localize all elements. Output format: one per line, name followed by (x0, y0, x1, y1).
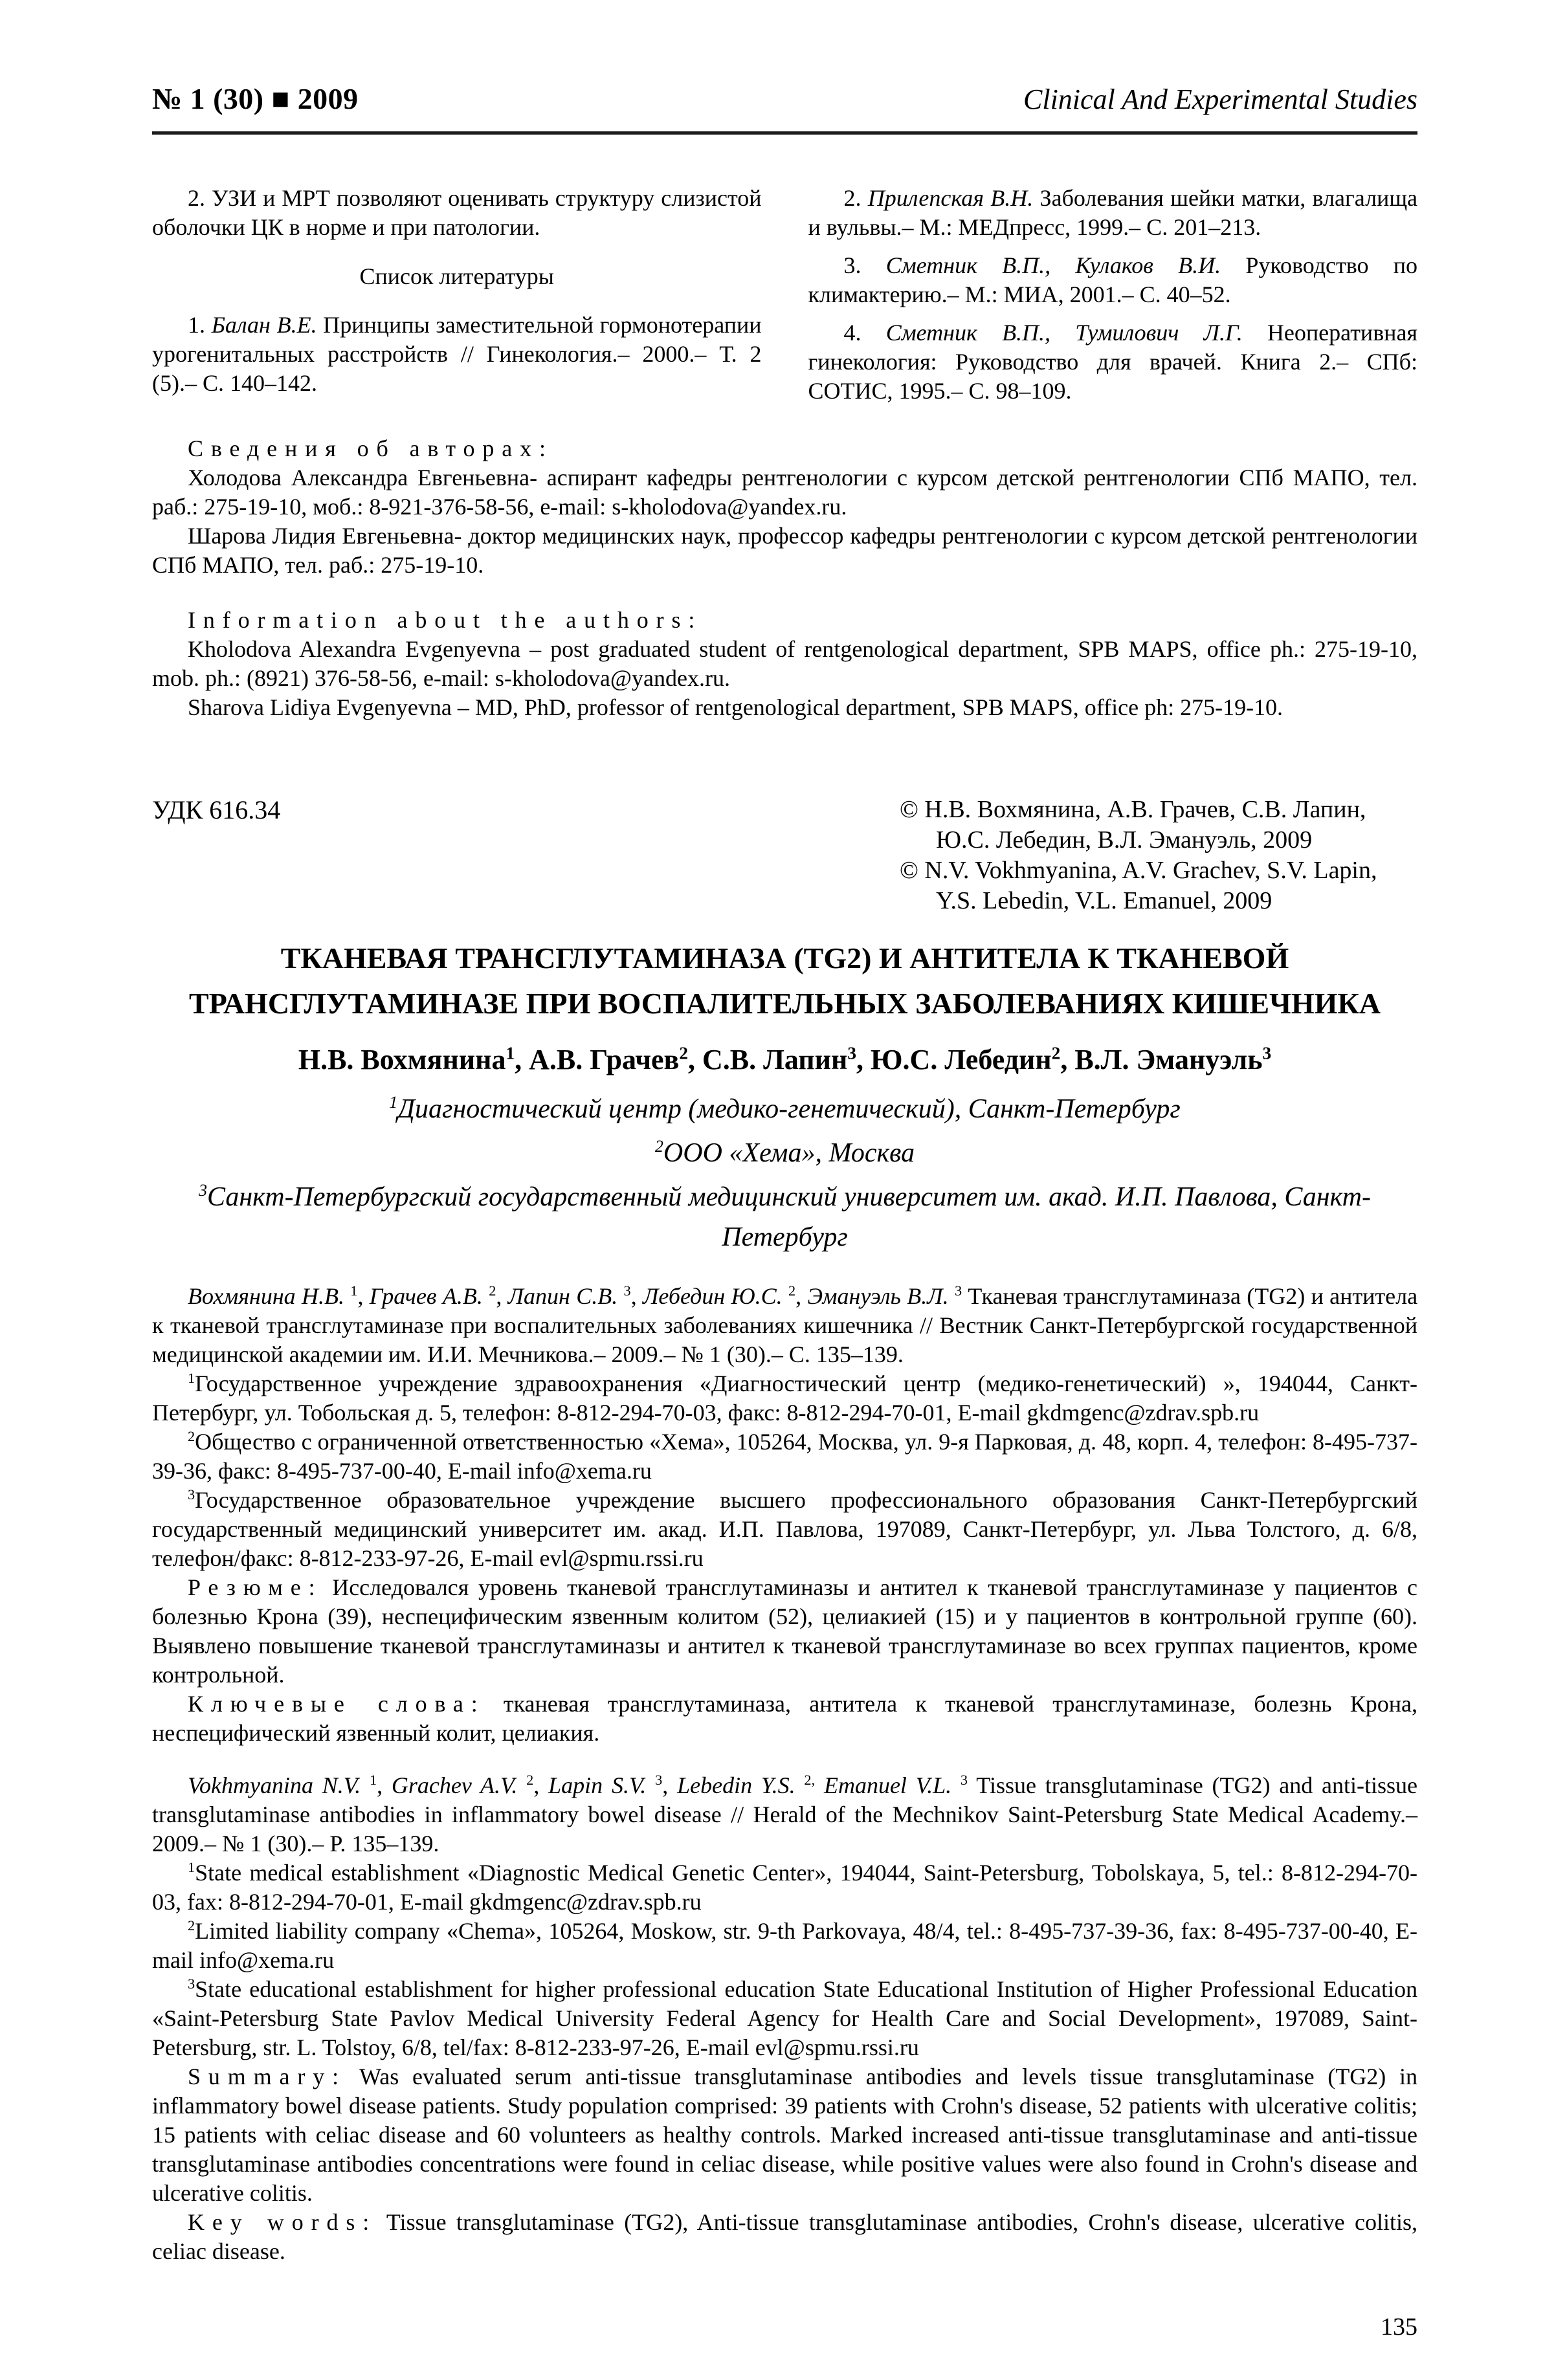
summary-en: Summary: Was evaluated serum anti-tissue transglutaminase antibodies and levels tissue transglutaminase (TG2) in inflammatory bowel disease patients. Study population comprised: 39 patients with Crohn's disease, 52 patients with ulcerative colitis; 15 patients with celiac disease and 60 volunteers as healthy controls. Marked increased anti-tissue transglutaminase and anti-tissue transglutaminase antibodies concentrations were found in celiac disease, while positive values were also found in Crohn's disease and ulcerative colitis. (152, 2064, 1417, 2206)
keywords-ru: Ключевые слова: тканевая трансглутаминаза, антитела к тканевой трансглутаминазе, болезнь Крона, неспецифический язвенный колит, целиакия. (152, 1691, 1417, 1746)
article-title-line1: ТКАНЕВАЯ ТРАНСГЛУТАМИНАЗА (TG2) И АНТИТЕЛА К ТКАНЕВОЙ (280, 942, 1289, 975)
resume-ru: Резюме: Исследовался уровень тканевой трансглутаминазы и антител к тканевой трансглутаминазе у пациентов с болезнью Крона (39), неспецифическим язвенным колитом (52), целиакией (15) и у пациентов в контрольной группе (60). Выявлено повышение тканевой трансглутаминазы и антител к тканевой трансглутаминазе во всех группах пациентов, кроме контрольной. (152, 1574, 1417, 1688)
references-heading: Список литературы (359, 263, 554, 289)
author-bio-en: Kholodova Alexandra Evgenyevna – post graduated student of rentgenological department, SPB MAPS, office ph.: 275-19-10, mob. ph.: (8921) 376-58-56, e-mail: s-kholodova@yandex.ru. (152, 636, 1417, 691)
udk-code: УДК 616.34 (152, 795, 281, 824)
copyright-en-line1: © N.V. Vokhmyanina, A.V. Grachev, S.V. Lapin, (900, 857, 1377, 884)
keywords-en: Key words: Tissue transglutaminase (TG2), Anti-tissue transglutaminase antibodies, Crohn's disease, ulcerative colitis, celiac disease. (152, 2209, 1417, 2264)
affiliation-3: $^3$Санкт-Петербургский государственный медицинский университет им. акад. И.П. Павлова, Санкт-Петербург (199, 1181, 1371, 1252)
conclusion-paragraph: 2. УЗИ и МРТ позволяют оценивать структуру слизистой оболочки ЦК в норме и при патологии. (152, 185, 762, 240)
affiliation-detail-en-1: $^1$State medical establishment «Diagnostic Medical Genetic Center», 194044, Saint-Petersburg, Tobolskaya, 5, tel.: 8-812-294-70-03, fax: 8-812-294-70-01, E-mail gkdmgenc@zdrav.spb.ru (152, 1859, 1417, 1915)
author-bio-ru: Шарова Лидия Евгеньевна- доктор медицинских наук, профессор кафедры рентгенологии с курсом детской рентгенологии СПб МАПО, тел. раб.: 275-19-10. (152, 523, 1417, 578)
article-title (152, 936, 1417, 1026)
article-title-line2: ТРАНСГЛУТАМИНАЗЕ ПРИ ВОСПАЛИТЕЛЬНЫХ ЗАБОЛЕВАНИЯХ КИШЕЧНИКА (189, 987, 1381, 1020)
author-bio-en: Sharova Lidiya Evgenyevna – MD, PhD, professor of rentgenological department, SPB MAPS, office ph: 275-19-10. (188, 694, 1284, 720)
citation-en: Vokhmyanina N.V. $^1$, Grachev A.V. $^2$, Lapin S.V. $^3$, Lebedin Y.S. $^{2,}$ Emanuel V.L. $^3$ Tissue transglutaminase (TG2) and anti-tissue transglutaminase antibodies in inflammatory bowel disease // Herald of the Mechnikov Saint-Petersburg State Medical Academy.– 2009.– № 1 (30).– P. 135–139. (152, 1772, 1418, 1857)
page-number: 135 (1381, 2313, 1417, 2341)
copyright-ru-line2: Ю.С. Лебедин, В.Л. Эмануэль, 2009 (936, 826, 1313, 854)
copyright-block (900, 795, 1417, 916)
authors-info-ru-heading: Сведения об авторах: (188, 435, 553, 461)
abstract-en-section (152, 1771, 1417, 2266)
affiliation-detail-ru-1: $^1$Государственное учреждение здравоохранения «Диагностический центр (медико-генетический) », 194044, Санкт-Петербург, ул. Тобольская д. 5, телефон: 8-812-294-70-03, факс: 8-812-294-70-01, E-mail gkdmgenc@zdrav.spb.ru (152, 1370, 1417, 1426)
header-divider (152, 131, 1417, 135)
affiliation-detail-en-3: $^3$State educational establishment for higher professional education State Educational Institution of Higher Professional Education «Saint-Petersburg State Pavlov Medical University Federal Agency for Health Care and Social Development», 197089, Saint-Petersburg, str. L. Tolstoy, 6/8, tel/fax: 8-812-233-97-26, E-mail evl@spmu.rssi.ru (152, 1976, 1417, 2060)
affiliation-detail-ru-3: $^3$Государственное образовательное учреждение высшего профессионального образования Санкт-Петербургский государственный медицинский университет им. акад. И.П. Павлова, 197089, Санкт-Петербург, ул. Льва Толстого, д. 6/8, телефон/факс: 8-812-233-97-26, E-mail evl@spmu.rssi.ru (152, 1486, 1417, 1571)
top-two-column-section (152, 184, 1417, 406)
abstract-ru-section (152, 1282, 1417, 1748)
citation-ru: Вохмянина Н.В. $^1$, Грачев А.В. $^2$, Лапин С.В. $^3$, Лебедин Ю.С. $^2$, Эмануэль В.Л. $^3$ Тканевая трансглутаминаза (TG2) и антитела к тканевой трансглутаминазе при воспалительных заболеваниях кишечника // Вестник Санкт-Петербургской государственной медицинской академии им. И.И. Мечникова.– 2009.– № 1 (30).– С. 135–139. (152, 1283, 1418, 1367)
reference-item: 1. Балан В.Е. Принципы заместительной гормонотерапии урогенитальных расстройств // Гинекология.– 2000.– Т. 2 (5).– С. 140–142. (152, 312, 762, 396)
journal-section-label: Clinical And Experimental Studies (1023, 83, 1417, 115)
udk-copyright-row (152, 795, 1417, 916)
reference-item: 3. Сметник В.П., Кулаков В.И. Руководство по климактерию.– М.: МИА, 2001.– С. 40–52. (808, 252, 1417, 307)
authors-info-en-heading: Information about the authors: (188, 607, 703, 633)
copyright-ru-line1: © Н.В. Вохмянина, А.В. Грачев, С.В. Лапин, (900, 796, 1366, 823)
issue-label: № 1 (30) ■ 2009 (152, 82, 359, 115)
page-header (152, 82, 1417, 116)
affiliation-detail-en-2: $^2$Limited liability company «Chema», 105264, Moskow, str. 9-th Parkovaya, 48/4, tel.: 8-495-737-39-36, fax: 8-495-737-00-40, E-mail info@xema.ru (152, 1917, 1417, 1973)
left-column (152, 184, 762, 406)
affiliation-1: $^1$Диагностический центр (медико-генетический), Санкт-Петербург (389, 1093, 1181, 1124)
reference-item: 4. Сметник В.П., Тумилович Л.Г. Неоперативная гинекология: Руководство для врачей. Книга 2.– СПб: СОТИС, 1995.– С. 98–109. (808, 320, 1417, 404)
reference-item: 2. Прилепская В.Н. Заболевания шейки матки, влагалища и вульвы.– М.: МЕДпресс, 1999.– С. 201–213. (808, 185, 1418, 240)
authors-line: Н.В. Вохмянина$^1$, А.В. Грачев$^2$, С.В. Лапин$^3$, Ю.С. Лебедин$^2$, В.Л. Эмануэль$^3$ (298, 1043, 1272, 1075)
copyright-en-line2: Y.S. Lebedin, V.L. Emanuel, 2009 (936, 887, 1272, 914)
author-bio-ru: Холодова Александра Евгеньевна- аспирант кафедры рентгенологии с курсом детской рентгенологии СПб МАПО, тел. раб.: 275-19-10, моб.: 8-921-376-58-56, e-mail: s-kholodova@yandex.ru. (152, 465, 1417, 520)
affiliation-detail-ru-2: $^2$Общество с ограниченной ответственностью «Хема», 105264, Москва, ул. 9-я Парковая, д. 48, корп. 4, телефон: 8-495-737-39-36, факс: 8-495-737-00-40, E-mail info@xema.ru (152, 1428, 1417, 1484)
right-column (808, 184, 1418, 406)
affiliation-2: $^2$ООО «Хема», Москва (654, 1137, 915, 1168)
